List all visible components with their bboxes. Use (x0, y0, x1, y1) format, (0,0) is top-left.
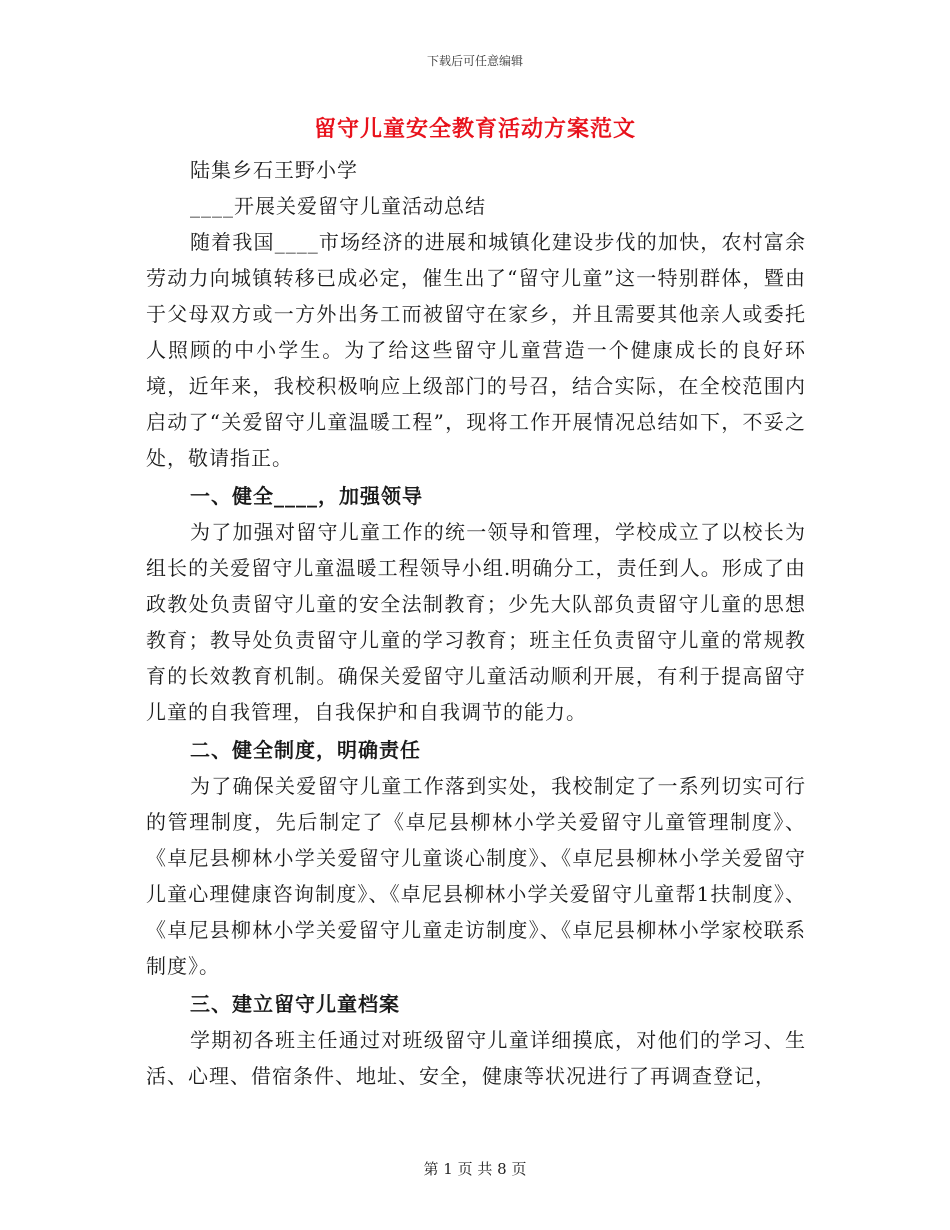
section-heading-2: 二、健全制度，明确责任 (190, 738, 421, 762)
section-heading-3: 三、建立留守儿童档案 (190, 992, 400, 1016)
section-heading-1: 一、健全____，加强领导 (190, 484, 423, 508)
intro-paragraph: 随着我国____市场经济的进展和城镇化建设步伐的加快，农村富余劳动力向城镇转移已成必定，催生出了“留守儿童”这一特别群体，暨由于父母双方或一方外出务工而被留守在家乡，并且需要其他亲人或委托人照顾的中小学生。为了给这些留守儿童营造一个健康成长的良好环境，近年来，我校积极响应上级部门的号召，结合实际，在全校范围内启动了“关爱留守儿童温暖工程”，现将工作开展情况总结如下，不妥之处，敬请指正。 (146, 230, 806, 470)
section-1-paragraph: 为了加强对留守儿童工作的统一领导和管理，学校成立了以校长为组长的关爱留守儿童温暖工程领导小组.明确分工，责任到人。形成了由政教处负责留守儿童的安全法制教育；少先大队部负责留守儿童的思想教育；教导处负责留守儿童的学习教育；班主任负责留守儿童的常规教育的长效教育机制。确保关爱留守儿童活动顺利开展，有利于提高留守儿童的自我管理，自我保护和自我调节的能力。 (146, 520, 806, 724)
section-2-paragraph: 为了确保关爱留守儿童工作落到实处，我校制定了一系列切实可行的管理制度，先后制定了《卓尼县柳林小学关爱留守儿童管理制度》、《卓尼县柳林小学关爱留守儿童谈心制度》、《卓尼县柳林小学关爱留守儿童心理健康咨询制度》、《卓尼县柳林小学关爱留守儿童帮1扶制度》、《卓尼县柳林小学关爱留守儿童走访制度》、《卓尼县柳林小学家校联系制度》。 (146, 774, 806, 978)
document-body (146, 152, 806, 1094)
school-name: 陆集乡石王野小学 (190, 158, 358, 182)
document-title: 留守儿童安全教育活动方案范文 (313, 116, 636, 142)
section-3-paragraph: 学期初各班主任通过对班级留守儿童详细摸底，对他们的学习、生活、心理、借宿条件、地址、安全，健康等状况进行了再调查登记， (146, 1028, 806, 1088)
header-note: 下载后可任意编辑 (426, 54, 523, 68)
page-number-footer: 第 1 页 共 8 页 (423, 1160, 527, 1178)
report-subtitle: ____开展关爱留守儿童活动总结 (190, 194, 486, 218)
